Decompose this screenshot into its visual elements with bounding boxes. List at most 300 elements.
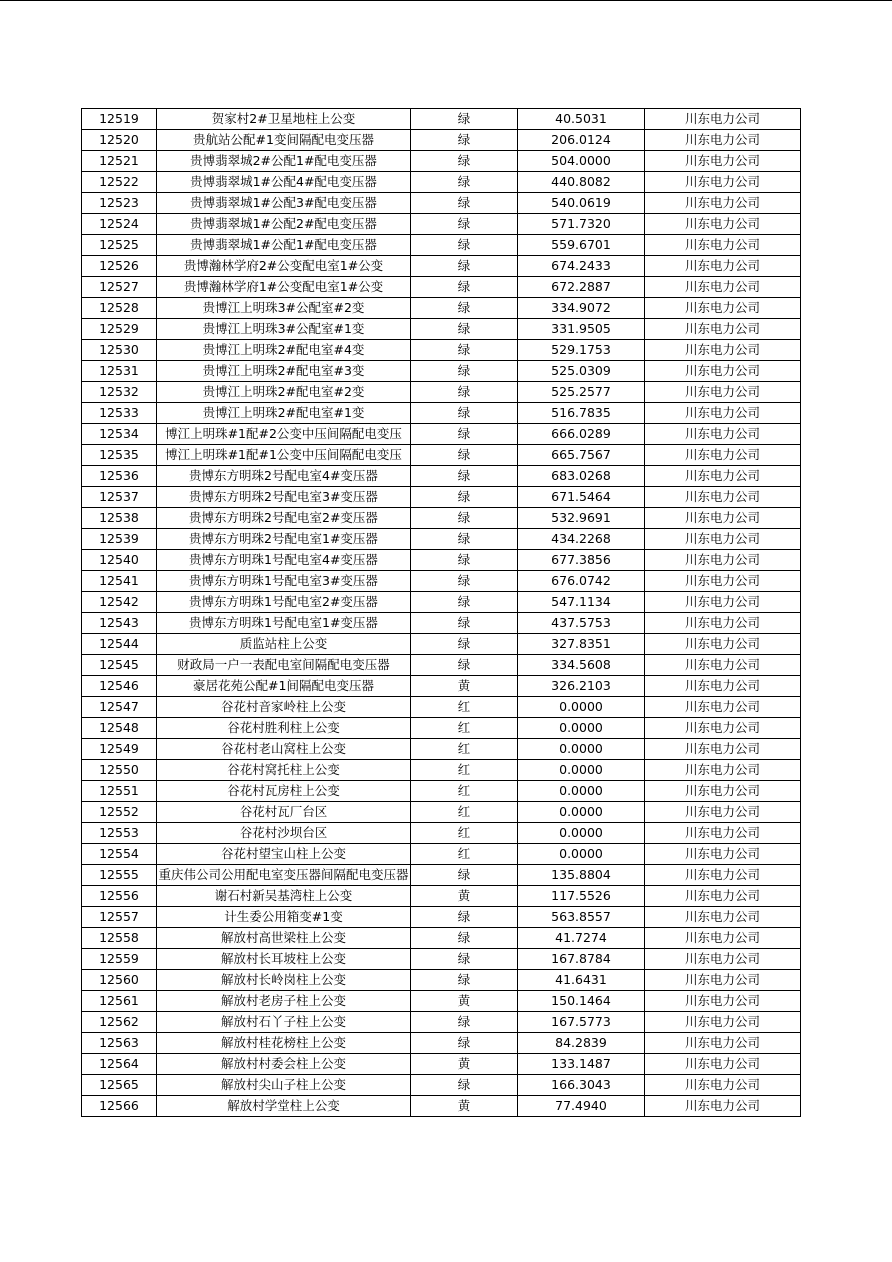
- load-value-cell: 0.0000: [518, 760, 645, 781]
- table-row: [82, 298, 801, 319]
- table-row: [82, 151, 801, 172]
- table-row: [82, 760, 801, 781]
- company-cell: 川东电力公司: [645, 172, 801, 193]
- row-id-cell: 12532: [82, 382, 157, 403]
- transformer-name-cell: [157, 970, 411, 991]
- load-value-cell: 504.0000: [518, 151, 645, 172]
- status-cell: 绿: [411, 1075, 518, 1096]
- row-id-cell: 12542: [82, 592, 157, 613]
- load-value-cell: 559.6701: [518, 235, 645, 256]
- status-cell: 绿: [411, 928, 518, 949]
- transformer-name-cell: [157, 151, 411, 172]
- row-id-cell: 12520: [82, 130, 157, 151]
- transformer-name-text: 贵航站公配#1变间隔配电变压器: [193, 132, 374, 147]
- status-cell: 绿: [411, 466, 518, 487]
- company-cell: 川东电力公司: [645, 193, 801, 214]
- table-body: [82, 109, 801, 1117]
- company-cell: 川东电力公司: [645, 823, 801, 844]
- load-value-cell: 327.8351: [518, 634, 645, 655]
- transformer-name-cell: [157, 235, 411, 256]
- transformer-name-text: 解放村石丫子柱上公变: [220, 1014, 346, 1029]
- status-cell: 绿: [411, 487, 518, 508]
- status-cell: 绿: [411, 298, 518, 319]
- transformer-name-cell: [157, 256, 411, 277]
- table-row: [82, 1075, 801, 1096]
- company-cell: 川东电力公司: [645, 277, 801, 298]
- table-row: [82, 592, 801, 613]
- table-row: [82, 445, 801, 466]
- load-value-cell: 674.2433: [518, 256, 645, 277]
- transformer-name-cell: [157, 382, 411, 403]
- status-cell: 绿: [411, 214, 518, 235]
- transformer-name-cell: [157, 487, 411, 508]
- transformer-name-text: 贵博江上明珠2#配电室#1变: [202, 405, 365, 420]
- status-cell: 绿: [411, 109, 518, 130]
- transformer-name-cell: [157, 781, 411, 802]
- row-id-cell: 12547: [82, 697, 157, 718]
- company-cell: 川东电力公司: [645, 340, 801, 361]
- company-cell: 川东电力公司: [645, 781, 801, 802]
- load-value-cell: 0.0000: [518, 697, 645, 718]
- transformer-name-text: 解放村村委会柱上公变: [220, 1056, 346, 1071]
- row-id-cell: 12555: [82, 865, 157, 886]
- transformer-name-cell: [157, 529, 411, 550]
- transformer-name-text: 贵博瀚林学府2#公变配电室1#公变: [183, 258, 384, 273]
- transformer-name-text: 贵博翡翠城1#公配3#配电变压器: [190, 195, 377, 210]
- transformer-name-text: 解放村尖山子柱上公变: [220, 1077, 346, 1092]
- company-cell: 川东电力公司: [645, 382, 801, 403]
- load-value-cell: 77.4940: [518, 1096, 645, 1117]
- transformer-name-text: 贵博东方明珠1号配电室2#变压器: [189, 594, 378, 609]
- status-cell: 绿: [411, 193, 518, 214]
- row-id-cell: 12548: [82, 718, 157, 739]
- table-row: [82, 424, 801, 445]
- table-row: [82, 508, 801, 529]
- company-cell: 川东电力公司: [645, 697, 801, 718]
- status-cell: 绿: [411, 256, 518, 277]
- page-top-border: [0, 0, 892, 1]
- row-id-cell: 12564: [82, 1054, 157, 1075]
- table-row: [82, 949, 801, 970]
- company-cell: 川东电力公司: [645, 613, 801, 634]
- transformer-name-text: 博江上明珠#1配#1公变中压间隔配电变压: [165, 447, 402, 462]
- table-row: [82, 277, 801, 298]
- company-cell: 川东电力公司: [645, 1096, 801, 1117]
- company-cell: 川东电力公司: [645, 760, 801, 781]
- row-id-cell: 12553: [82, 823, 157, 844]
- table-row: [82, 403, 801, 424]
- company-cell: 川东电力公司: [645, 508, 801, 529]
- load-value-cell: 334.9072: [518, 298, 645, 319]
- transformer-name-text: 贵博东方明珠2号配电室3#变压器: [189, 489, 378, 504]
- table-row: [82, 613, 801, 634]
- transformer-name-cell: [157, 466, 411, 487]
- transformer-name-text: 谷花村瓦厂台区: [239, 804, 328, 819]
- transformer-name-cell: [157, 340, 411, 361]
- transformer-name-cell: [157, 319, 411, 340]
- transformer-name-cell: [157, 172, 411, 193]
- transformer-name-cell: [157, 676, 411, 697]
- company-cell: 川东电力公司: [645, 361, 801, 382]
- load-value-cell: 40.5031: [518, 109, 645, 130]
- row-id-cell: 12558: [82, 928, 157, 949]
- transformer-name-cell: [157, 697, 411, 718]
- table-row: [82, 361, 801, 382]
- transformer-name-text: 解放村高世梁柱上公变: [220, 930, 346, 945]
- row-id-cell: 12530: [82, 340, 157, 361]
- transformer-name-cell: [157, 1096, 411, 1117]
- transformer-name-cell: [157, 1033, 411, 1054]
- table-row: [82, 844, 801, 865]
- company-cell: 川东电力公司: [645, 403, 801, 424]
- table-row: [82, 718, 801, 739]
- transformer-name-cell: [157, 361, 411, 382]
- row-id-cell: 12533: [82, 403, 157, 424]
- load-value-cell: 206.0124: [518, 130, 645, 151]
- company-cell: 川东电力公司: [645, 928, 801, 949]
- transformer-name-text: 贵博翡翠城1#公配4#配电变压器: [190, 174, 377, 189]
- status-cell: 绿: [411, 949, 518, 970]
- transformer-name-cell: [157, 802, 411, 823]
- table-row: [82, 172, 801, 193]
- status-cell: 绿: [411, 319, 518, 340]
- table-row: [82, 340, 801, 361]
- status-cell: 绿: [411, 907, 518, 928]
- load-value-cell: 665.7567: [518, 445, 645, 466]
- status-cell: 黄: [411, 676, 518, 697]
- transformer-name-text: 贵博东方明珠1号配电室3#变压器: [189, 573, 378, 588]
- table-row: [82, 487, 801, 508]
- status-cell: 绿: [411, 970, 518, 991]
- company-cell: 川东电力公司: [645, 718, 801, 739]
- row-id-cell: 12544: [82, 634, 157, 655]
- table-row: [82, 991, 801, 1012]
- transformer-name-text: 贵博东方明珠1号配电室4#变压器: [189, 552, 378, 567]
- row-id-cell: 12527: [82, 277, 157, 298]
- table-row: [82, 655, 801, 676]
- status-cell: 绿: [411, 550, 518, 571]
- table-row: [82, 739, 801, 760]
- row-id-cell: 12561: [82, 991, 157, 1012]
- company-cell: 川东电力公司: [645, 298, 801, 319]
- load-value-cell: 41.7274: [518, 928, 645, 949]
- transformer-name-cell: [157, 613, 411, 634]
- status-cell: 黄: [411, 991, 518, 1012]
- row-id-cell: 12563: [82, 1033, 157, 1054]
- company-cell: 川东电力公司: [645, 949, 801, 970]
- table-row: [82, 781, 801, 802]
- transformer-name-text: 豪居花苑公配#1间隔配电变压器: [193, 678, 374, 693]
- row-id-cell: 12560: [82, 970, 157, 991]
- transformer-name-text: 解放村长岭岗柱上公变: [220, 972, 346, 987]
- transformer-name-cell: [157, 193, 411, 214]
- transformer-name-text: 重庆伟公司公用配电室变压器间隔配电变压器: [158, 867, 409, 882]
- status-cell: 绿: [411, 151, 518, 172]
- transformer-name-text: 谢石村新吴基湾柱上公变: [214, 888, 353, 903]
- row-id-cell: 12522: [82, 172, 157, 193]
- transformer-name-cell: [157, 760, 411, 781]
- transformer-table: [81, 108, 801, 1117]
- row-id-cell: 12524: [82, 214, 157, 235]
- transformer-name-text: 解放村长耳坡柱上公变: [220, 951, 346, 966]
- row-id-cell: 12545: [82, 655, 157, 676]
- load-value-cell: 0.0000: [518, 781, 645, 802]
- row-id-cell: 12559: [82, 949, 157, 970]
- transformer-name-cell: [157, 718, 411, 739]
- status-cell: 绿: [411, 424, 518, 445]
- table-row: [82, 1012, 801, 1033]
- status-cell: 绿: [411, 613, 518, 634]
- table-row: [82, 823, 801, 844]
- row-id-cell: 12540: [82, 550, 157, 571]
- table-row: [82, 907, 801, 928]
- load-value-cell: 532.9691: [518, 508, 645, 529]
- load-value-cell: 683.0268: [518, 466, 645, 487]
- load-value-cell: 525.0309: [518, 361, 645, 382]
- transformer-name-cell: [157, 214, 411, 235]
- transformer-name-cell: [157, 550, 411, 571]
- table-row: [82, 382, 801, 403]
- company-cell: 川东电力公司: [645, 235, 801, 256]
- company-cell: 川东电力公司: [645, 739, 801, 760]
- transformer-name-text: 财政局一户一表配电室间隔配电变压器: [177, 657, 390, 672]
- load-value-cell: 117.5526: [518, 886, 645, 907]
- load-value-cell: 150.1464: [518, 991, 645, 1012]
- transformer-name-text: 计生委公用箱变#1变: [224, 909, 343, 924]
- load-value-cell: 0.0000: [518, 823, 645, 844]
- transformer-name-text: 贵博江上明珠2#配电室#2变: [202, 384, 365, 399]
- transformer-name-text: 贵博江上明珠2#配电室#3变: [202, 363, 365, 378]
- load-value-cell: 0.0000: [518, 739, 645, 760]
- transformer-name-cell: [157, 928, 411, 949]
- company-cell: 川东电力公司: [645, 214, 801, 235]
- transformer-name-text: 解放村桂花榜柱上公变: [220, 1035, 346, 1050]
- status-cell: 绿: [411, 277, 518, 298]
- row-id-cell: 12526: [82, 256, 157, 277]
- transformer-name-cell: [157, 277, 411, 298]
- status-cell: 绿: [411, 529, 518, 550]
- status-cell: 绿: [411, 445, 518, 466]
- status-cell: 红: [411, 697, 518, 718]
- transformer-name-text: 贵博江上明珠3#公配室#1变: [202, 321, 365, 336]
- load-value-cell: 516.7835: [518, 403, 645, 424]
- status-cell: 绿: [411, 382, 518, 403]
- table-row: [82, 697, 801, 718]
- company-cell: 川东电力公司: [645, 487, 801, 508]
- transformer-name-cell: [157, 1054, 411, 1075]
- company-cell: 川东电力公司: [645, 550, 801, 571]
- company-cell: 川东电力公司: [645, 1075, 801, 1096]
- row-id-cell: 12566: [82, 1096, 157, 1117]
- transformer-name-cell: [157, 1012, 411, 1033]
- transformer-name-cell: [157, 403, 411, 424]
- status-cell: 黄: [411, 1096, 518, 1117]
- transformer-name-text: 贵博东方明珠2号配电室4#变压器: [189, 468, 378, 483]
- transformer-name-cell: [157, 508, 411, 529]
- status-cell: 绿: [411, 235, 518, 256]
- transformer-name-text: 贺家村2#卫星地柱上公变: [211, 111, 356, 126]
- load-value-cell: 0.0000: [518, 718, 645, 739]
- status-cell: 绿: [411, 634, 518, 655]
- status-cell: 绿: [411, 1033, 518, 1054]
- transformer-name-cell: [157, 109, 411, 130]
- table-row: [82, 928, 801, 949]
- company-cell: 川东电力公司: [645, 592, 801, 613]
- company-cell: 川东电力公司: [645, 319, 801, 340]
- row-id-cell: 12543: [82, 613, 157, 634]
- transformer-name-cell: [157, 298, 411, 319]
- load-value-cell: 547.1134: [518, 592, 645, 613]
- table-row: [82, 319, 801, 340]
- status-cell: 黄: [411, 886, 518, 907]
- transformer-name-cell: [157, 844, 411, 865]
- load-value-cell: 671.5464: [518, 487, 645, 508]
- transformer-name-text: 贵博瀚林学府1#公变配电室1#公变: [183, 279, 384, 294]
- transformer-name-text: 谷花村胜利柱上公变: [227, 720, 340, 735]
- transformer-name-text: 解放村学堂柱上公变: [227, 1098, 340, 1113]
- load-value-cell: 166.3043: [518, 1075, 645, 1096]
- status-cell: 绿: [411, 130, 518, 151]
- row-id-cell: 12534: [82, 424, 157, 445]
- status-cell: 绿: [411, 340, 518, 361]
- table-row: [82, 886, 801, 907]
- status-cell: 绿: [411, 403, 518, 424]
- transformer-name-text: 贵博翡翠城2#公配1#配电变压器: [190, 153, 377, 168]
- table-row: [82, 130, 801, 151]
- transformer-name-text: 贵博东方明珠2号配电室2#变压器: [189, 510, 378, 525]
- load-value-cell: 676.0742: [518, 571, 645, 592]
- row-id-cell: 12521: [82, 151, 157, 172]
- transformer-name-cell: [157, 949, 411, 970]
- load-value-cell: 677.3856: [518, 550, 645, 571]
- transformer-name-text: 谷花村望宝山柱上公变: [220, 846, 346, 861]
- company-cell: 川东电力公司: [645, 1054, 801, 1075]
- row-id-cell: 12528: [82, 298, 157, 319]
- company-cell: 川东电力公司: [645, 802, 801, 823]
- company-cell: 川东电力公司: [645, 424, 801, 445]
- status-cell: 绿: [411, 571, 518, 592]
- table-row: [82, 235, 801, 256]
- table-row: [82, 676, 801, 697]
- transformer-name-cell: [157, 130, 411, 151]
- status-cell: 绿: [411, 361, 518, 382]
- transformer-name-cell: [157, 886, 411, 907]
- row-id-cell: 12551: [82, 781, 157, 802]
- load-value-cell: 571.7320: [518, 214, 645, 235]
- status-cell: 红: [411, 844, 518, 865]
- transformer-name-text: 谷花村沙坝台区: [239, 825, 328, 840]
- load-value-cell: 41.6431: [518, 970, 645, 991]
- transformer-name-cell: [157, 424, 411, 445]
- load-value-cell: 440.8082: [518, 172, 645, 193]
- status-cell: 绿: [411, 592, 518, 613]
- row-id-cell: 12539: [82, 529, 157, 550]
- load-value-cell: 525.2577: [518, 382, 645, 403]
- status-cell: 绿: [411, 172, 518, 193]
- table-row: [82, 550, 801, 571]
- row-id-cell: 12562: [82, 1012, 157, 1033]
- status-cell: 绿: [411, 865, 518, 886]
- row-id-cell: 12525: [82, 235, 157, 256]
- table-row: [82, 865, 801, 886]
- status-cell: 绿: [411, 1012, 518, 1033]
- transformer-name-text: 解放村老房子柱上公变: [220, 993, 346, 1008]
- load-value-cell: 529.1753: [518, 340, 645, 361]
- company-cell: 川东电力公司: [645, 907, 801, 928]
- transformer-name-cell: [157, 445, 411, 466]
- transformer-name-text: 谷花村老山窝柱上公变: [220, 741, 346, 756]
- row-id-cell: 12549: [82, 739, 157, 760]
- table-row: [82, 571, 801, 592]
- company-cell: 川东电力公司: [645, 634, 801, 655]
- transformer-name-text: 贵博江上明珠2#配电室#4变: [202, 342, 365, 357]
- status-cell: 红: [411, 823, 518, 844]
- status-cell: 红: [411, 802, 518, 823]
- load-value-cell: 334.5608: [518, 655, 645, 676]
- company-cell: 川东电力公司: [645, 886, 801, 907]
- status-cell: 红: [411, 718, 518, 739]
- row-id-cell: 12523: [82, 193, 157, 214]
- load-value-cell: 167.8784: [518, 949, 645, 970]
- row-id-cell: 12531: [82, 361, 157, 382]
- row-id-cell: 12541: [82, 571, 157, 592]
- company-cell: 川东电力公司: [645, 1012, 801, 1033]
- company-cell: 川东电力公司: [645, 130, 801, 151]
- row-id-cell: 12538: [82, 508, 157, 529]
- load-value-cell: 167.5773: [518, 1012, 645, 1033]
- table-row: [82, 970, 801, 991]
- row-id-cell: 12529: [82, 319, 157, 340]
- transformer-name-text: 贵博东方明珠2号配电室1#变压器: [189, 531, 378, 546]
- load-value-cell: 540.0619: [518, 193, 645, 214]
- transformer-name-cell: [157, 634, 411, 655]
- company-cell: 川东电力公司: [645, 991, 801, 1012]
- company-cell: 川东电力公司: [645, 676, 801, 697]
- transformer-name-cell: [157, 823, 411, 844]
- company-cell: 川东电力公司: [645, 1033, 801, 1054]
- status-cell: 绿: [411, 508, 518, 529]
- transformer-name-text: 谷花村音家岭柱上公变: [220, 699, 346, 714]
- row-id-cell: 12552: [82, 802, 157, 823]
- company-cell: 川东电力公司: [645, 256, 801, 277]
- row-id-cell: 12546: [82, 676, 157, 697]
- status-cell: 绿: [411, 655, 518, 676]
- table-row: [82, 1054, 801, 1075]
- row-id-cell: 12550: [82, 760, 157, 781]
- row-id-cell: 12519: [82, 109, 157, 130]
- transformer-name-text: 博江上明珠#1配#2公变中压间隔配电变压: [165, 426, 402, 441]
- table-row: [82, 256, 801, 277]
- company-cell: 川东电力公司: [645, 466, 801, 487]
- status-cell: 红: [411, 760, 518, 781]
- transformer-name-cell: [157, 1075, 411, 1096]
- load-value-cell: 0.0000: [518, 844, 645, 865]
- transformer-name-cell: [157, 739, 411, 760]
- load-value-cell: 437.5753: [518, 613, 645, 634]
- table-row: [82, 214, 801, 235]
- row-id-cell: 12554: [82, 844, 157, 865]
- transformer-name-text: 贵博江上明珠3#公配室#2变: [202, 300, 365, 315]
- table-row: [82, 529, 801, 550]
- transformer-name-text: 质监站柱上公变: [239, 636, 328, 651]
- row-id-cell: 12536: [82, 466, 157, 487]
- status-cell: 红: [411, 739, 518, 760]
- table-row: [82, 634, 801, 655]
- row-id-cell: 12565: [82, 1075, 157, 1096]
- transformer-name-cell: [157, 655, 411, 676]
- transformer-name-text: 谷花村瓦房柱上公变: [227, 783, 340, 798]
- row-id-cell: 12535: [82, 445, 157, 466]
